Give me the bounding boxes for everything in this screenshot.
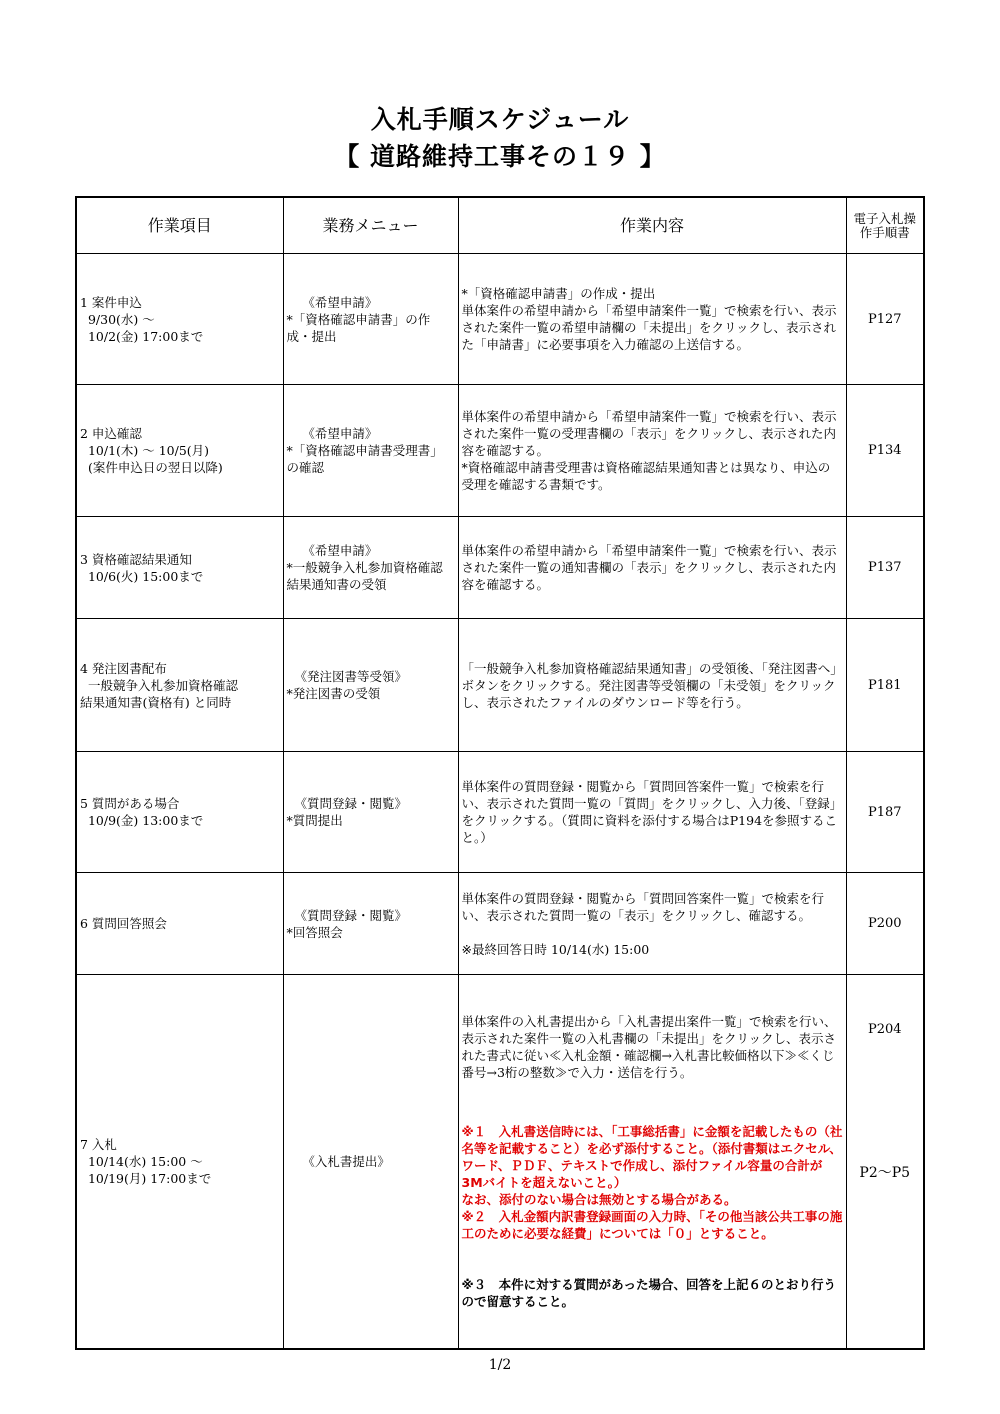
row-page [846, 975, 924, 1350]
row-item: 2 申込確認 10/1(木) ～ 10/5(月) (案件申込日の翌日以降) [76, 385, 283, 517]
row-menu: 《発注図書等受領》 *発注図書の受領 [283, 619, 458, 752]
row-page: P134 [846, 385, 924, 517]
row-menu: 《入札書提出》 [283, 975, 458, 1350]
header-content: 作業内容 [458, 197, 846, 254]
row-page: P187 [846, 752, 924, 873]
row-content: 単体案件の希望申請から「希望申請案件一覧」で検索を行い、表示された案件一覧の通知書欄の「表示」をクリックし、表示された内容を確認する。 [458, 517, 846, 619]
schedule-table [75, 196, 925, 1350]
row-menu: 《希望申請》 *「資格確認申請書受理書」の確認 [283, 385, 458, 517]
bid-instructions: 単体案件の入札書提出から「入札書提出案件一覧」で検索を行い、表示された案件一覧の入札書欄の「未提出」をクリックし、表示された書式に従い≪入札金額・確認欄→入札書比較価格以下≫≪くじ番号→3桁の整数≫で入力・送信を行う。 [461, 1014, 837, 1080]
table-row [76, 517, 924, 619]
project-name: 【 道路維持工事その１９ 】 [334, 142, 666, 171]
row-page: P181 [846, 619, 924, 752]
table-row [76, 385, 924, 517]
table-row [76, 619, 924, 752]
row-item: 7 入札 10/14(水) 15:00 ～ 10/19(月) 17:00まで [76, 975, 283, 1350]
row-page: P137 [846, 517, 924, 619]
row-menu: 《希望申請》 *一般競争入札参加資格確認結果通知書の受領 [283, 517, 458, 619]
row-item: 4 発注図書配布 一般競争入札参加資格確認 結果通知書(資格有) と同時 [76, 619, 283, 752]
table-row [76, 254, 924, 385]
row-menu: 《希望申請》 *「資格確認申請書」の作成・提出 [283, 254, 458, 385]
row-content: 単体案件の希望申請から「希望申請案件一覧」で検索を行い、表示された案件一覧の受理書欄の「表示」をクリックし、表示された内容を確認する。 *資格確認申請書受理書は資格確認結果通知書とは異なり、申込の受理を確認する書類です。 [458, 385, 846, 517]
row-content: 「一般競争入札参加資格確認結果通知書」の受領後、「発注図書へ」ボタンをクリックする。発注図書等受領欄の「未受領」をクリックし、表示されたファイルのダウンロード等を行う。 [458, 619, 846, 752]
row-item: 1 案件申込 9/30(水) ～ 10/2(金) 17:00まで [76, 254, 283, 385]
table-row [76, 873, 924, 975]
row-page: P127 [846, 254, 924, 385]
row-item: 5 質問がある場合 10/9(金) 13:00まで [76, 752, 283, 873]
bid-warning-notes: ※１ 入札書送信時には、「工事総括書」に金額を記載したもの（社名等を記載すること）を必ず添付すること。（添付書類はエクセル、ワード、ＰＤＦ、テキストで作成し、添付ファイル容量の合計が3Mバイトを超えないこと。） なお、添付のない場合は無効とする場合がある。 ※２ 入札金額内訳書登録画面の入力時、「その他当該公共工事の施工のために必要な経費」については「０」とすること。 [461, 1124, 843, 1241]
table-row [76, 975, 924, 1350]
row-item: 3 資格確認結果通知 10/6(火) 15:00まで [76, 517, 283, 619]
document-title: 入札手順スケジュール [370, 105, 630, 134]
header-manual: 電子入札操作手順書 [846, 197, 924, 254]
row-page: P200 [846, 873, 924, 975]
row-menu: 《質問登録・閲覧》 *質問提出 [283, 752, 458, 873]
row-content: 単体案件の質問登録・閲覧から「質問回答案件一覧」で検索を行い、表示された質問一覧の「質問」をクリックし、入力後、「登録」をクリックする。（質問に資料を添付する場合はP194を参照すること。） [458, 752, 846, 873]
table-row [76, 752, 924, 873]
header-row [76, 197, 924, 254]
row-content: *「資格確認申請書」の作成・提出 単体案件の希望申請から「希望申請案件一覧」で検索を行い、表示された案件一覧の希望申請欄の「未提出」をクリックし、表示された「申請書」に必要事項を入力確認の上送信する。 [458, 254, 846, 385]
row-page-primary: P204 [867, 1022, 902, 1037]
row-item: 6 質問回答照会 [76, 873, 283, 975]
header-menu: 業務メニュー [283, 197, 458, 254]
page-number: 1/2 [488, 1357, 512, 1373]
row-content [458, 975, 846, 1350]
row-page-secondary: P2～P5 [859, 1165, 911, 1181]
bid-question-note: ※３ 本件に対する質問があった場合、回答を上記６のとおり行うので留意すること。 [461, 1277, 837, 1309]
row-menu: 《質問登録・閲覧》 *回答照会 [283, 873, 458, 975]
row-content: 単体案件の質問登録・閲覧から「質問回答案件一覧」で検索を行い、表示された質問一覧の「表示」をクリックし、確認する。 ※最終回答日時 10/14(水) 15:00 [458, 873, 846, 975]
header-item: 作業項目 [76, 197, 283, 254]
